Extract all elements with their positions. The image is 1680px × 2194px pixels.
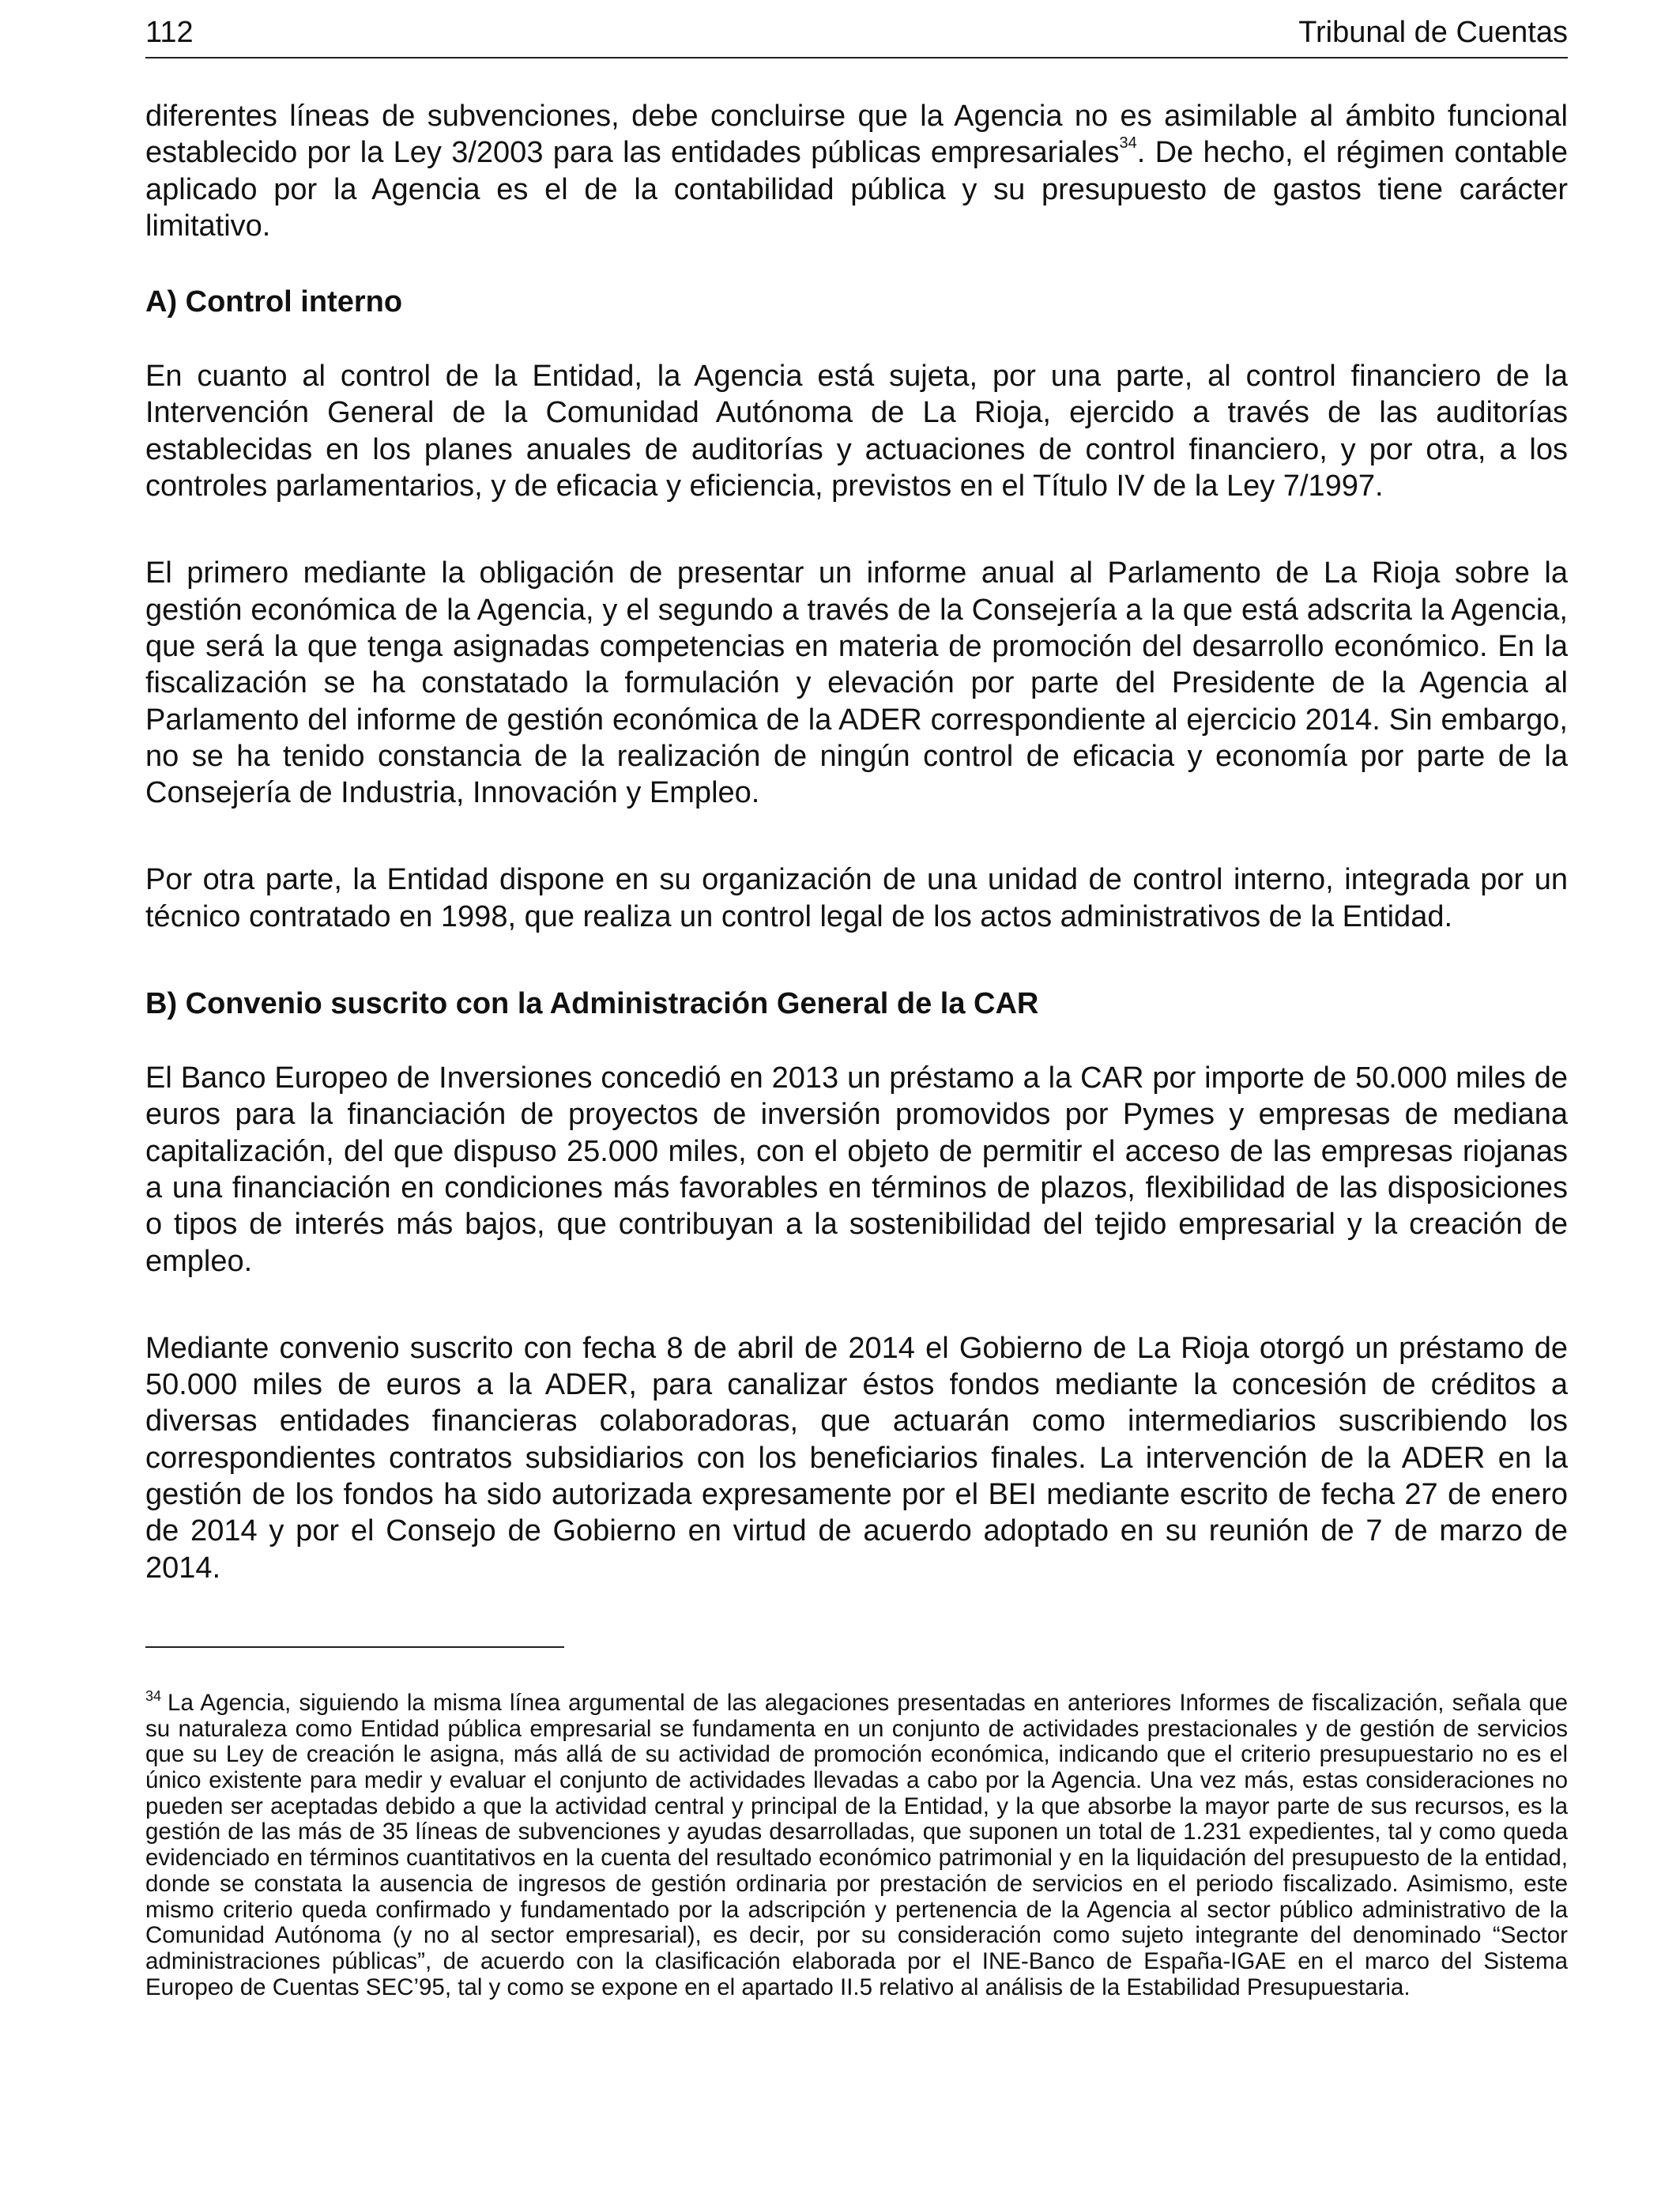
footnote-number: 34 xyxy=(145,1687,162,1704)
footnote xyxy=(145,1687,1568,2000)
document-page xyxy=(145,0,1568,2000)
section-heading-control-interno: A) Control interno xyxy=(145,285,403,319)
footnote-separator xyxy=(145,1646,564,1648)
page-body xyxy=(145,98,1568,2000)
footnote-reference[interactable]: 34 xyxy=(1119,134,1137,153)
running-title: Tribunal de Cuentas xyxy=(1298,16,1568,49)
paragraph: Mediante convenio suscrito con fecha 8 de abril de 2014 el Gobierno de La Rioja otorgó un préstamo de 50.000 miles de euros a la ADER, para canalizar éstos fondos mediante la concesión de créditos a diversas entidades financieras colaboradoras, que actuarán como intermediarios suscribiendo los correspondientes contratos subsidiarios con los beneficiarios finales. La intervención de la ADER en la gestión de los fondos ha sido autorizada expresamente por el BEI mediante escrito de fecha 27 de enero de 2014 y por el Consejo de Gobierno en virtud de acuerdo adoptado en su reunión de 7 de marzo de 2014. xyxy=(145,1331,1568,1585)
intro-text-start: diferentes líneas de subvenciones, debe concluirse que la Agencia no es asimilable al ámbito funcional establecido por la Ley 3/2003 para las entidades públicas empresariales xyxy=(145,100,1568,170)
intro-paragraph xyxy=(145,98,1568,244)
page-header xyxy=(145,0,1568,58)
paragraph: El primero mediante la obligación de presentar un informe anual al Parlamento de La Rioja sobre la gestión económica de la Agencia, y el segundo a través de la Consejería a la que está adscrita la Agencia, que será la que tenga asignadas competencias en materia de promoción del desarrollo económico. En la fiscalización se ha constatado la formulación y elevación por parte del Presidente de la Agencia al Parlamento del informe de gestión económica de la ADER correspondiente al ejercicio 2014. Sin embargo, no se ha tenido constancia de la realización de ningún control de eficacia y economía por parte de la Consejería de Industria, Innovación y Empleo. xyxy=(145,556,1568,810)
paragraph: El Banco Europeo de Inversiones concedió en 2013 un préstamo a la CAR por importe de 50.000 miles de euros para la financiación de proyectos de inversión promovidos por Pymes y empresas de mediana capitalización, del que dispuso 25.000 miles, con el objeto de permitir el acceso de las empresas riojanas a una financiación en condiciones más favorables en términos de plazos, flexibilidad de las disposiciones o tipos de interés más bajos, que contribuyan a la sostenibilidad del tejido empresarial y la creación de empleo. xyxy=(145,1061,1568,1278)
paragraph: En cuanto al control de la Entidad, la Agencia está sujeta, por una parte, al control financiero de la Intervención General de la Comunidad Autónoma de La Rioja, ejercido a través de las auditorías establecidas en los planes anuales de auditorías y actuaciones de control financiero, y por otra, a los controles parlamentarios, y de eficacia y eficiencia, previstos en el Título IV de la Ley 7/1997. xyxy=(145,360,1568,503)
footnote-text: La Agencia, siguiendo la misma línea argumental de las alegaciones presentadas en anteriores Informes de fiscalización, señala que su naturaleza como Entidad pública empresarial se fundamenta en un conjunto de actividades prestacionales y de gestión de servicios que su Ley de creación le asigna, más allá de su actividad de promoción económica, indicando que el criterio presupuestario no es el único existente para medir y evaluar el conjunto de actividades llevadas a cabo por la Agencia. Una vez más, estas consideraciones no pueden ser aceptadas debido a que la actividad central y principal de la Entidad, y la que absorbe la mayor parte de sus recursos, es la gestión de las más de 35 líneas de subvenciones y ayudas desarrolladas, que suponen un total de 1.231 expedientes, tal y como queda evidenciado en términos cuantitativos en la cuenta del resultado económico patrimonial y en la liquidación del presupuesto de la entidad, donde se constata la ausencia de ingresos de gestión ordinaria por prestación de servicios en el periodo fiscalizado. Asimismo, este mismo criterio queda confirmado y fundamentado por la adscripción y pertenencia de la Agencia al sector público administrativo de la Comunidad Autónoma (y no al sector empresarial), es decir, por su consideración como sujeto integrante del denominado “Sector administraciones públicas”, de acuerdo con la clasificación elaborada por el INE-Banco de España-IGAE en el marco del Sistema Europeo de Cuentas SEC’95, tal y como se expone en el apartado II.5 relativo al análisis de la Estabilidad Presupuestaria. xyxy=(145,1689,1568,2000)
page-number: 112 xyxy=(145,16,194,49)
intro-text-end: . De hecho, el régimen contable aplicado por la Agencia es el de la contabilidad pública y su presupuesto de gastos tiene carácter limitativo. xyxy=(145,136,1569,243)
paragraph: Por otra parte, la Entidad dispone en su organización de una unidad de control interno, integrada por un técnico contratado en 1998, que realiza un control legal de los actos administrativos de la Entidad. xyxy=(145,863,1568,933)
section-heading-convenio: B) Convenio suscrito con la Administración General de la CAR xyxy=(145,987,1039,1021)
